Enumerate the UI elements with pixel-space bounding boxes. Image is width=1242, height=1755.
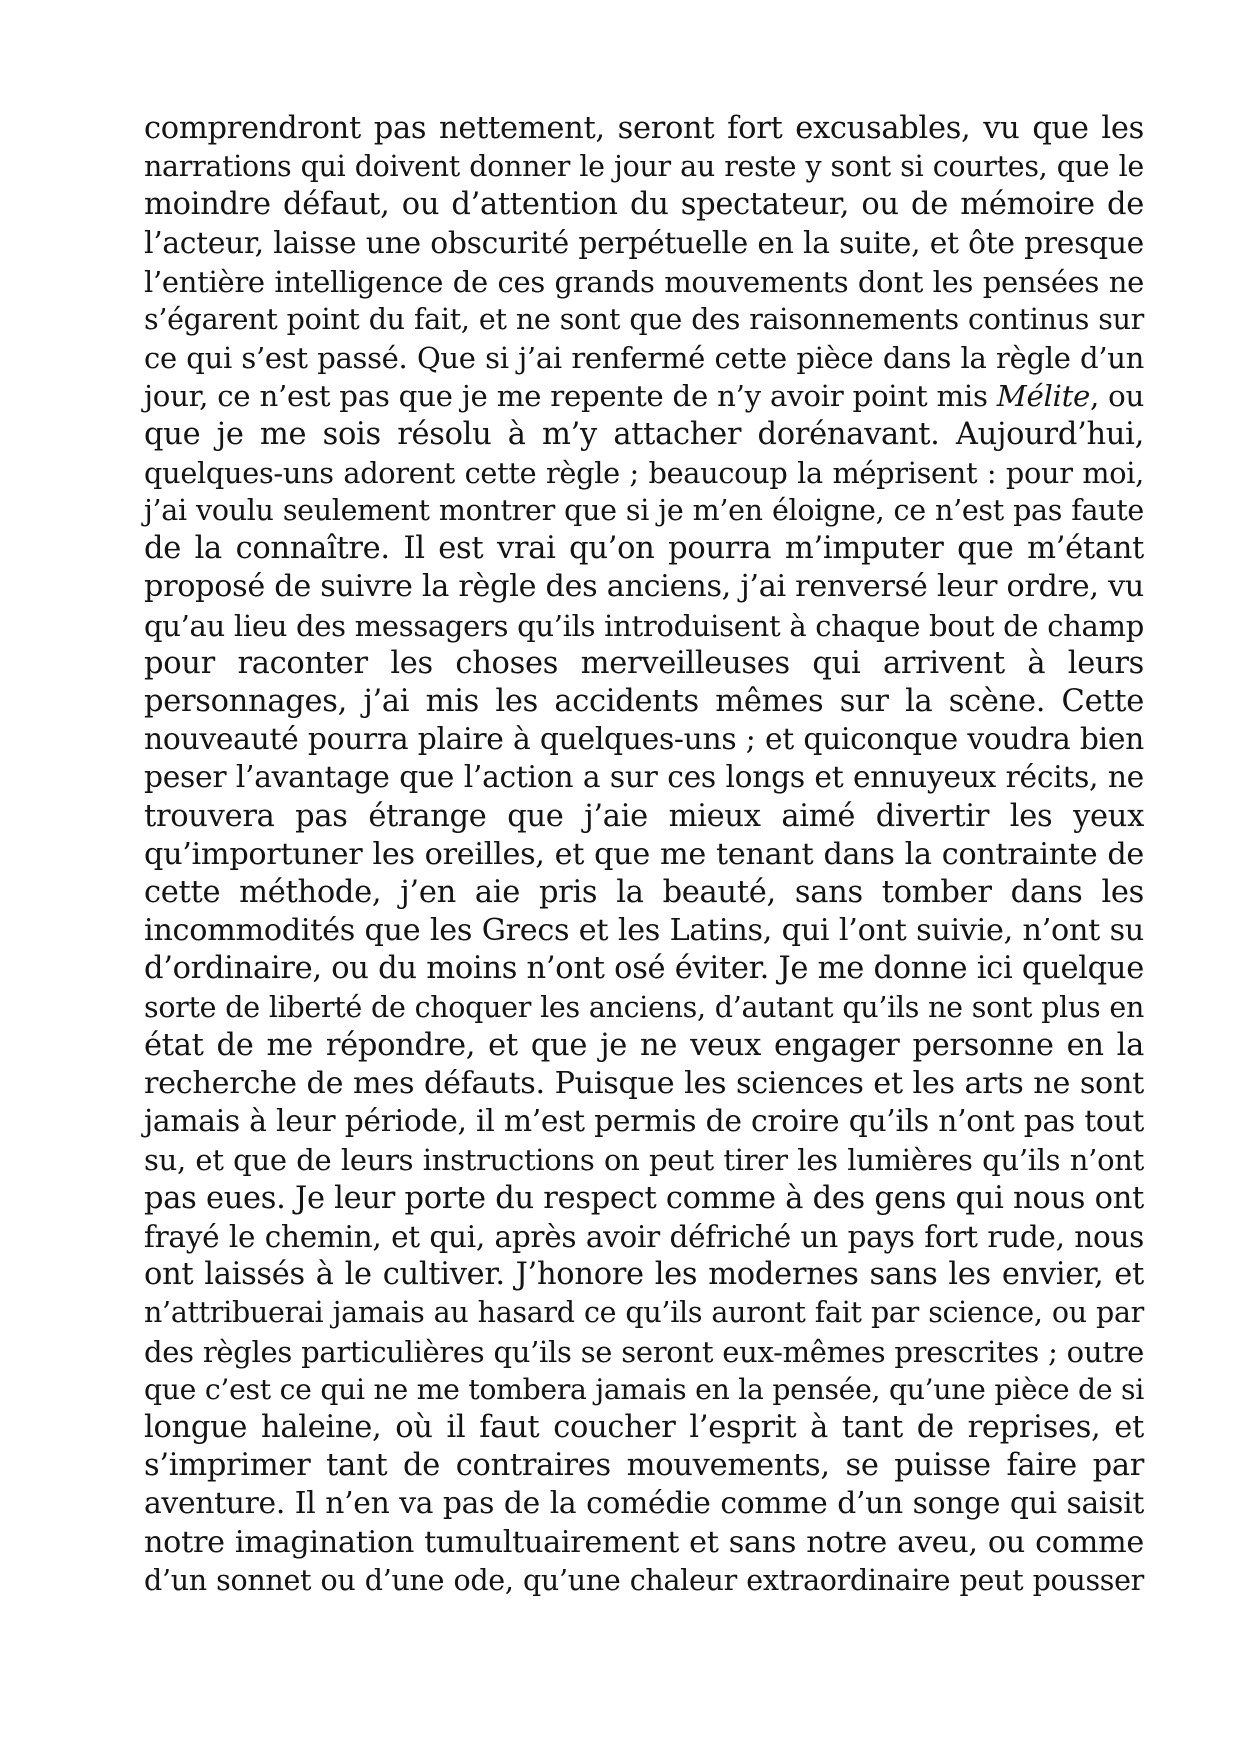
text-segment: , ou <box>1090 379 1145 414</box>
text-line: peser l’avantage que l’action a sur ces longs et ennuyeux récits, ne <box>144 760 1144 796</box>
text-line: d’ordinaire, ou du moins n’ont osé éviter. Je me donne ici quelque <box>144 951 1144 987</box>
text-line: aventure. Il n’en va pas de la comédie comme d’un songe qui saisit <box>144 1486 1144 1522</box>
text-line: état de me répondre, et que je ne veux engager personne en la <box>144 1027 1144 1063</box>
text-line: incommodités que les Grecs et les Latins, qui l’ont suivie, n’ont su <box>144 913 1144 949</box>
text-line: notre imagination tumultuairement et sans notre aveu, ou comme <box>144 1524 1144 1560</box>
text-line-with-italic <box>144 377 1144 415</box>
text-line: comprendront pas nettement, seront fort excusables, vu que les <box>144 111 1144 146</box>
text-line: j’ai voulu seulement montrer que si je m’en éloigne, ce n’est pas faute <box>144 494 1144 528</box>
text-line: pas eues. Je leur porte du respect comme à des gens qui nous ont <box>144 1180 1144 1216</box>
text-line: ce qui s’est passé. Que si j’ai renfermé cette pièce dans la règle d’un <box>144 341 1144 376</box>
text-line: frayé le chemin, et qui, après avoir défriché un pays fort rude, nous <box>144 1219 1144 1254</box>
text-line: qu’au lieu des messagers qu’ils introduisent à chaque bout de champ <box>144 608 1144 643</box>
text-line: trouvera pas étrange que j’aie mieux aimé divertir les yeux <box>144 798 1144 834</box>
text-line: longue haleine, où il faut coucher l’esprit à tant de reprises, et <box>144 1409 1144 1445</box>
text-line: sorte de liberté de choquer les anciens, d’autant qu’ils ne sont plus en <box>144 990 1144 1024</box>
text-line: nouveauté pourra plaire à quelques-uns ; et quiconque voudra bien <box>144 722 1144 758</box>
text-line: su, et que de leurs instructions on peut tirer les lumières qu’ils n’ont <box>144 1143 1144 1178</box>
text-line: l’entière intelligence de ces grands mouvements dont les pensées ne <box>144 264 1144 299</box>
text-line: n’attribuerai jamais au hasard ce qu’ils auront fait par science, ou par <box>144 1296 1144 1330</box>
text-line: qu’importuner les oreilles, et que me tenant dans la contrainte de <box>144 836 1144 872</box>
italic-title: Mélite <box>996 379 1091 414</box>
text-line: que je me sois résolu à m’y attacher dorénavant. Aujourd’hui, <box>144 416 1144 452</box>
text-line: s’égarent point du fait, et ne sont que des raisonnements continus sur <box>144 303 1144 337</box>
text-line: ont laissés à le cultiver. J’honore les modernes sans les envier, et <box>144 1257 1144 1293</box>
text-line: personnages, j’ai mis les accidents mêmes sur la scène. Cette <box>144 684 1144 720</box>
text-line: recherche de mes défauts. Puisque les sciences et les arts ne sont <box>144 1066 1144 1102</box>
text-segment: jour, ce n’est pas que je me repente de n’y avoir point mis <box>144 379 997 414</box>
text-line: l’acteur, laisse une obscurité perpétuelle en la suite, et ôte presque <box>144 225 1144 261</box>
text-line: d’un sonnet ou d’une ode, qu’une chaleur extraordinaire peut pousser <box>144 1563 1144 1597</box>
text-line: jamais à leur période, il m’est permis de croire qu’ils n’ont pas tout <box>144 1104 1144 1140</box>
text-line: quelques-uns adorent cette règle ; beaucoup la méprisent : pour moi, <box>144 455 1144 490</box>
text-line: proposé de suivre la règle des anciens, j’ai renversé leur ordre, vu <box>144 569 1144 605</box>
text-line: des règles particulières qu’ils se seront eux-mêmes prescrites ; outre <box>144 1334 1144 1369</box>
text-line: moindre défaut, ou d’attention du spectateur, ou de mémoire de <box>144 187 1144 223</box>
text-line: narrations qui doivent donner le jour au reste y sont si courtes, que le <box>144 150 1144 184</box>
text-line: que c’est ce qui ne me tombera jamais en la pensée, qu’une pièce de si <box>144 1372 1144 1406</box>
text-line: cette méthode, j’en aie pris la beauté, sans tomber dans les <box>144 875 1144 911</box>
text-line: de la connaître. Il est vrai qu’on pourra m’imputer que m’étant <box>144 531 1144 567</box>
text-line: s’imprimer tant de contraires mouvements, se puisse faire par <box>144 1448 1144 1484</box>
body-text <box>144 110 1144 1600</box>
text-line: pour raconter les choses merveilleuses qui arrivent à leurs <box>144 645 1144 681</box>
